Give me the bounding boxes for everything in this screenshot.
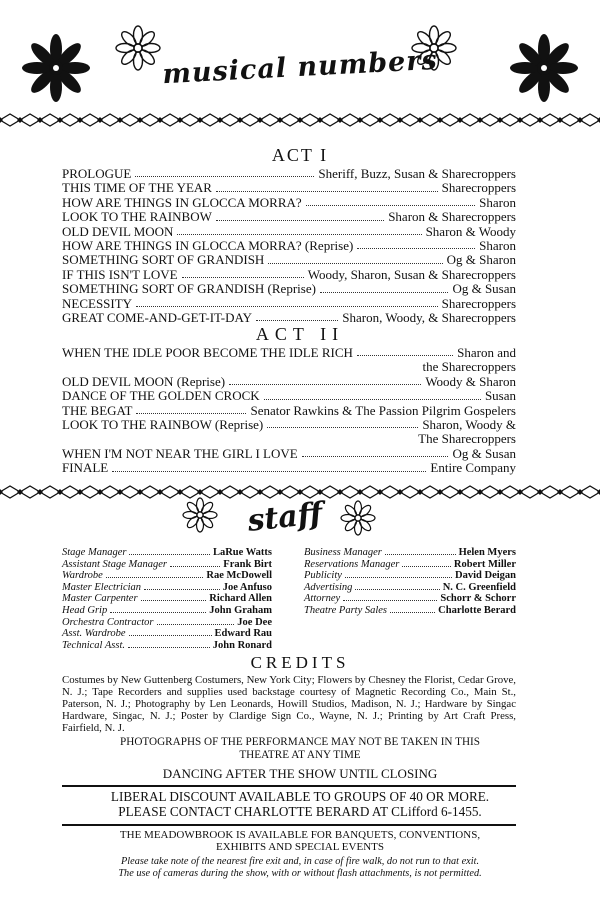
outline-flower-staff-left-icon	[182, 497, 218, 533]
list-item: FINALE Entire Company	[62, 460, 516, 476]
discount-notice-line-2: PLEASE CONTACT CHARLOTTE BERARD AT CLifford 6-1455.	[118, 804, 482, 819]
list-item: OLD DEVIL MOON Sharon & Woody	[62, 223, 516, 239]
list-item: HOW ARE THINGS IN GLOCCA MORRA? (Reprise) Sharon	[62, 237, 516, 253]
list-item: DANCE OF THE GOLDEN CROCK Susan	[62, 388, 516, 404]
divider	[62, 785, 516, 787]
meadowbrook-notice-line-2: EXHIBITS AND SPECIAL EVENTS	[216, 841, 384, 853]
fire-notice-line-1: Please take note of the nearest fire exit and, in case of fire walk, do not run to that exit.	[120, 856, 480, 867]
list-item: WHEN THE IDLE POOR BECOME THE IDLE RICH Sharon and	[62, 345, 516, 360]
staff-row: Master Carpenter Richard Allen	[62, 593, 272, 605]
act-1-list	[62, 166, 516, 324]
photos-notice-line-1: PHOTOGRAPHS OF THE PERFORMANCE MAY NOT BE TAKEN IN THIS	[120, 736, 480, 748]
list-item: PROLOGUE Sheriff, Buzz, Susan & Sharecroppers	[62, 166, 516, 181]
list-item: HOW ARE THINGS IN GLOCCA MORRA? Sharon	[62, 194, 516, 210]
act-2-list	[62, 345, 516, 475]
list-item-continuation: the Sharecroppers	[422, 359, 516, 375]
act-1-heading: ACT I	[271, 145, 329, 165]
page-title: musical numbers	[161, 44, 439, 91]
act-2-heading: ACT II	[255, 324, 345, 344]
staff-heading: staff	[245, 496, 325, 539]
list-item-continuation: The Sharecroppers	[418, 431, 516, 447]
staff-left-column	[62, 547, 272, 651]
list-item: SOMETHING SORT OF GRANDISH (Reprise) Og & Susan	[62, 281, 516, 297]
staff-row: Business Manager Helen Myers	[304, 547, 516, 558]
photos-notice-line-2: THEATRE AT ANY TIME	[239, 749, 361, 761]
staff-row: Head Grip John Graham	[62, 604, 272, 616]
list-item: THIS TIME OF THE YEAR Sharecroppers	[62, 180, 516, 196]
list-item: WHEN I'M NOT NEAR THE GIRL I LOVE Og & Susan	[62, 445, 516, 461]
staff-row: Assistant Stage Manager Frank Birt	[62, 558, 272, 570]
flower-left-icon	[20, 32, 92, 104]
list-item: IF THIS ISN'T LOVE Woody, Sharon, Susan & Sharecroppers	[62, 266, 516, 282]
meadowbrook-notice-line-1: THE MEADOWBROOK IS AVAILABLE FOR BANQUETS, CONVENTIONS,	[119, 829, 481, 841]
staff-row: Theatre Party Sales Charlotte Berard	[304, 604, 516, 616]
staff-row: Orchestra Contractor Joe Dee	[62, 616, 272, 628]
staff-row: Attorney Schorr & Schorr	[304, 593, 516, 605]
divider	[62, 824, 516, 826]
dancing-notice: DANCING AFTER THE SHOW UNTIL CLOSING	[162, 766, 438, 781]
list-item: LOOK TO THE RAINBOW (Reprise) Sharon, Woody &	[62, 416, 516, 432]
staff-row: Reservations Manager Robert Miller	[304, 558, 516, 570]
staff-row: Technical Asst. John Ronard	[62, 639, 272, 651]
list-item: OLD DEVIL MOON (Reprise) Woody & Sharon	[62, 373, 516, 389]
flower-right-icon	[508, 32, 580, 104]
staff-row: Advertising N. C. Greenfield	[304, 581, 516, 593]
credits-heading: CREDITS	[250, 653, 350, 672]
credits-text: Costumes by New Guttenberg Costumers, New York City; Flowers by Chesney the Florist, Cedar Grove, N. J.; Tape Recorders and supplies used backstage courtesy of Magnetic Recording Co., Main St., Paterson, N. J.; Photography by Len Leonards, Howill Studios, Madison, N. J.; Hardware by Singac Hardware, Singac, N. J.; Poster by Clardige Sign Co., Wayne, N. J.; Printing by Art Craft Press, Fairfield, N. J.	[62, 674, 516, 734]
outline-flower-staff-right-icon	[340, 500, 376, 536]
staff-row: Publicity David Deigan	[304, 570, 516, 582]
list-item: SOMETHING SORT OF GRANDISH Og & Sharon	[62, 252, 516, 268]
staff-right-column	[304, 547, 516, 617]
list-item: LOOK TO THE RAINBOW Sharon & Sharecroppers	[62, 209, 516, 225]
list-item: GREAT COME-AND-GET-IT-DAY Sharon, Woody, & Sharecroppers	[62, 309, 516, 325]
staff-row: Asst. Wardrobe Edward Rau	[62, 628, 272, 640]
staff-row: Master Electrician Joe Anfuso	[62, 581, 272, 593]
discount-notice-line-1: LIBERAL DISCOUNT AVAILABLE TO GROUPS OF 40 OR MORE.	[110, 789, 490, 804]
staff-row: Wardrobe Rae McDowell	[62, 570, 272, 582]
list-item: NECESSITY Sharecroppers	[62, 295, 516, 311]
diamond-border-top	[0, 108, 600, 132]
fire-notice-line-2: The use of cameras during the show, with or without flash attachments, is not permitted.	[118, 868, 482, 879]
staff-row: Stage Manager LaRue Watts	[62, 547, 272, 558]
list-item: THE BEGAT Senator Rawkins & The Passion Pilgrim Gospelers	[62, 402, 516, 418]
